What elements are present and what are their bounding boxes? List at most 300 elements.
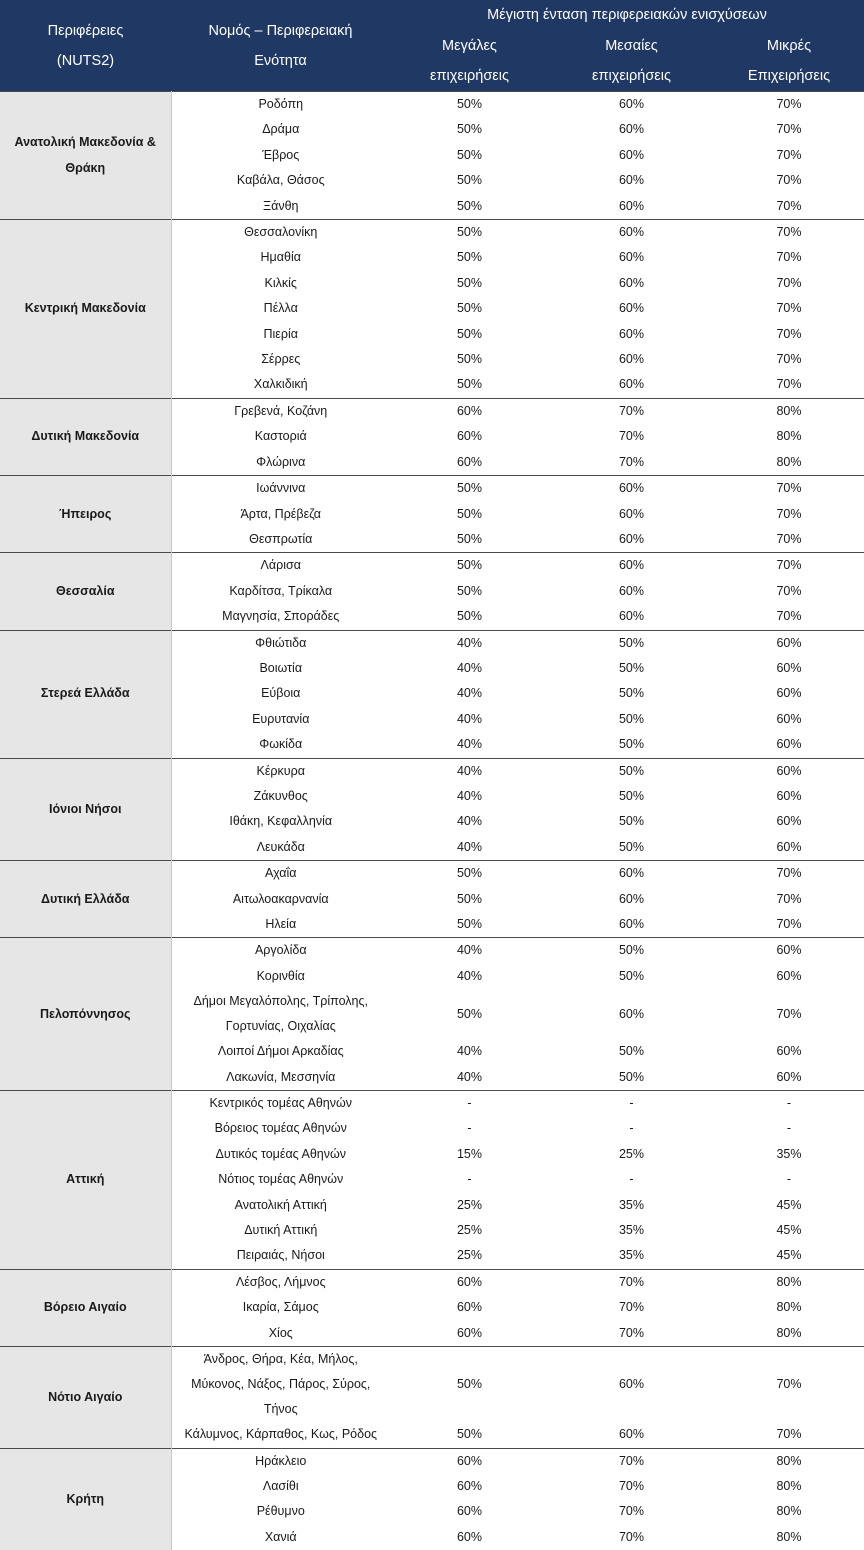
medium-intensity-cell: 50%	[549, 758, 714, 784]
table-body	[0, 92, 864, 1550]
unit-cell	[171, 964, 390, 989]
unit-name-line: Ιθάκη, Κεφαλληνία	[172, 809, 391, 834]
medium-intensity-cell: 70%	[549, 1448, 714, 1474]
large-intensity-cell: 15%	[390, 1142, 549, 1167]
small-intensity-cell: 60%	[714, 784, 864, 809]
unit-name-line: Αιτωλοακαρνανία	[172, 887, 391, 912]
medium-intensity-cell: 50%	[549, 784, 714, 809]
medium-intensity-cell: 60%	[549, 220, 714, 246]
small-intensity-cell: 80%	[714, 1269, 864, 1295]
small-intensity-cell: 80%	[714, 1321, 864, 1347]
region-cell	[0, 1091, 171, 1270]
unit-cell	[171, 912, 390, 938]
table-row	[0, 938, 864, 964]
medium-intensity-cell: 70%	[549, 398, 714, 424]
large-intensity-cell: 40%	[390, 758, 549, 784]
small-intensity-cell: 80%	[714, 398, 864, 424]
table-row	[0, 553, 864, 579]
unit-cell	[171, 1499, 390, 1524]
region-name-line: Δυτική Ελλάδα	[0, 887, 171, 912]
header-small-line1: Μικρές	[714, 30, 864, 61]
unit-name-line: Τήνος	[172, 1397, 391, 1422]
header-unit-line1: Νομός – Περιφερειακή	[171, 16, 390, 46]
large-intensity-cell: 50%	[390, 502, 549, 527]
large-intensity-cell: -	[390, 1116, 549, 1141]
small-intensity-cell: 60%	[714, 1039, 864, 1064]
unit-name-line: Ημαθία	[172, 245, 391, 270]
large-intensity-cell: 40%	[390, 964, 549, 989]
table-row	[0, 398, 864, 424]
region-cell	[0, 476, 171, 553]
medium-intensity-cell: 60%	[549, 553, 714, 579]
region-cell	[0, 938, 171, 1091]
header-region	[0, 0, 171, 92]
medium-intensity-cell: 50%	[549, 964, 714, 989]
unit-cell	[171, 758, 390, 784]
medium-intensity-cell: 35%	[549, 1218, 714, 1243]
table-row	[0, 1448, 864, 1474]
unit-name-line: Λέσβος, Λήμνος	[172, 1270, 391, 1295]
small-intensity-cell: 70%	[714, 861, 864, 887]
unit-cell	[171, 579, 390, 604]
large-intensity-cell: 50%	[390, 1422, 549, 1448]
small-intensity-cell: -	[714, 1167, 864, 1192]
medium-intensity-cell: 50%	[549, 938, 714, 964]
unit-name-line: Ρέθυμνο	[172, 1499, 391, 1524]
unit-cell	[171, 1039, 390, 1064]
unit-cell	[171, 809, 390, 834]
unit-name-line: Γορτυνίας, Οιχαλίας	[172, 1014, 391, 1039]
unit-cell	[171, 1091, 390, 1117]
small-intensity-cell: 80%	[714, 1295, 864, 1320]
small-intensity-cell: 60%	[714, 732, 864, 758]
small-intensity-cell: 70%	[714, 347, 864, 372]
unit-name-line: Σέρρες	[172, 347, 391, 372]
header-region-line1: Περιφέρειες	[0, 16, 171, 46]
small-intensity-cell: 70%	[714, 92, 864, 118]
unit-name-line: Εύβοια	[172, 681, 391, 706]
unit-name-line: Βόρειος τομέας Αθηνών	[172, 1116, 391, 1141]
unit-name-line: Δήμοι Μεγαλόπολης, Τρίπολης,	[172, 989, 391, 1014]
small-intensity-cell: 80%	[714, 424, 864, 449]
large-intensity-cell: 60%	[390, 1321, 549, 1347]
large-intensity-cell: 50%	[390, 887, 549, 912]
region-cell	[0, 861, 171, 938]
unit-name-line: Λασίθι	[172, 1474, 391, 1499]
unit-cell	[171, 527, 390, 553]
unit-name-line: Λακωνία, Μεσσηνία	[172, 1065, 391, 1090]
medium-intensity-cell: 70%	[549, 1474, 714, 1499]
small-intensity-cell: 70%	[714, 194, 864, 220]
region-cell	[0, 1448, 171, 1550]
small-intensity-cell: 70%	[714, 117, 864, 142]
small-intensity-cell: 60%	[714, 758, 864, 784]
unit-name-line: Ικαρία, Σάμος	[172, 1295, 391, 1320]
unit-cell	[171, 1142, 390, 1167]
large-intensity-cell: 50%	[390, 117, 549, 142]
header-medium-line2: επιχειρήσεις	[549, 61, 714, 92]
medium-intensity-cell: 60%	[549, 347, 714, 372]
unit-cell	[171, 1295, 390, 1320]
region-name-line: Ανατολική Μακεδονία &	[0, 130, 171, 155]
medium-intensity-cell: 70%	[549, 424, 714, 449]
small-intensity-cell: 80%	[714, 1525, 864, 1550]
unit-cell	[171, 347, 390, 372]
unit-name-line: Λευκάδα	[172, 835, 391, 860]
large-intensity-cell: 60%	[390, 1474, 549, 1499]
medium-intensity-cell: 70%	[549, 1295, 714, 1320]
header-unit	[171, 0, 390, 92]
region-name-line: Βόρειο Αιγαίο	[0, 1295, 171, 1320]
medium-intensity-cell: 60%	[549, 372, 714, 398]
large-intensity-cell: 50%	[390, 296, 549, 321]
large-intensity-cell: 40%	[390, 1039, 549, 1064]
region-cell	[0, 92, 171, 220]
small-intensity-cell: 70%	[714, 372, 864, 398]
unit-name-line: Ηράκλειο	[172, 1449, 391, 1474]
large-intensity-cell: 50%	[390, 553, 549, 579]
unit-cell	[171, 1448, 390, 1474]
unit-cell	[171, 1193, 390, 1218]
unit-cell	[171, 1422, 390, 1448]
unit-name-line: Χίος	[172, 1321, 391, 1346]
large-intensity-cell: 50%	[390, 168, 549, 193]
medium-intensity-cell: 50%	[549, 732, 714, 758]
large-intensity-cell: 50%	[390, 989, 549, 1039]
unit-cell	[171, 835, 390, 861]
unit-cell	[171, 1218, 390, 1243]
unit-name-line: Γρεβενά, Κοζάνη	[172, 399, 391, 424]
unit-cell	[171, 1243, 390, 1269]
region-cell	[0, 1347, 171, 1448]
header-large-line1: Μεγάλες	[390, 30, 549, 61]
medium-intensity-cell: 60%	[549, 194, 714, 220]
unit-name-line: Ιωάννινα	[172, 476, 391, 501]
unit-cell	[171, 245, 390, 270]
medium-intensity-cell: -	[549, 1116, 714, 1141]
unit-name-line: Βοιωτία	[172, 656, 391, 681]
unit-cell	[171, 92, 390, 118]
medium-intensity-cell: 60%	[549, 271, 714, 296]
medium-intensity-cell: -	[549, 1167, 714, 1192]
medium-intensity-cell: 50%	[549, 681, 714, 706]
unit-name-line: Χαλκιδική	[172, 372, 391, 397]
region-name-line: Θράκη	[0, 156, 171, 181]
unit-name-line: Θεσσαλονίκη	[172, 220, 391, 245]
small-intensity-cell: 60%	[714, 656, 864, 681]
unit-name-line: Αργολίδα	[172, 938, 391, 963]
large-intensity-cell: 40%	[390, 707, 549, 732]
unit-name-line: Ζάκυνθος	[172, 784, 391, 809]
unit-cell	[171, 887, 390, 912]
large-intensity-cell: 50%	[390, 476, 549, 502]
unit-cell	[171, 938, 390, 964]
small-intensity-cell: 45%	[714, 1193, 864, 1218]
medium-intensity-cell: 25%	[549, 1142, 714, 1167]
medium-intensity-cell: 60%	[549, 502, 714, 527]
unit-cell	[171, 168, 390, 193]
unit-cell	[171, 1065, 390, 1091]
unit-name-line: Καβάλα, Θάσος	[172, 168, 391, 193]
small-intensity-cell: 70%	[714, 527, 864, 553]
large-intensity-cell: 50%	[390, 92, 549, 118]
small-intensity-cell: 60%	[714, 964, 864, 989]
small-intensity-cell: -	[714, 1116, 864, 1141]
unit-cell	[171, 398, 390, 424]
small-intensity-cell: 80%	[714, 1499, 864, 1524]
unit-cell	[171, 989, 390, 1039]
unit-cell	[171, 630, 390, 656]
large-intensity-cell: -	[390, 1167, 549, 1192]
unit-name-line: Δυτική Αττική	[172, 1218, 391, 1243]
medium-intensity-cell: 50%	[549, 656, 714, 681]
unit-cell	[171, 450, 390, 476]
medium-intensity-cell: 35%	[549, 1243, 714, 1269]
medium-intensity-cell: 50%	[549, 707, 714, 732]
small-intensity-cell: 60%	[714, 938, 864, 964]
large-intensity-cell: 60%	[390, 1269, 549, 1295]
unit-name-line: Μαγνησία, Σποράδες	[172, 604, 391, 629]
header-medium-line1: Μεσαίες	[549, 30, 714, 61]
unit-name-line: Κέρκυρα	[172, 759, 391, 784]
region-name-line: Αττική	[0, 1167, 171, 1192]
small-intensity-cell: 60%	[714, 630, 864, 656]
medium-intensity-cell: 60%	[549, 887, 714, 912]
unit-name-line: Ηλεία	[172, 912, 391, 937]
table-row	[0, 758, 864, 784]
small-intensity-cell: 70%	[714, 887, 864, 912]
medium-intensity-cell: 60%	[549, 143, 714, 168]
header-unit-line2: Ενότητα	[171, 46, 390, 76]
unit-cell	[171, 502, 390, 527]
medium-intensity-cell: 50%	[549, 1065, 714, 1091]
medium-intensity-cell: 60%	[549, 989, 714, 1039]
large-intensity-cell: 40%	[390, 784, 549, 809]
medium-intensity-cell: 70%	[549, 1321, 714, 1347]
medium-intensity-cell: 70%	[549, 1269, 714, 1295]
unit-name-line: Ευρυτανία	[172, 707, 391, 732]
unit-name-line: Θεσπρωτία	[172, 527, 391, 552]
unit-cell	[171, 1347, 390, 1423]
unit-cell	[171, 732, 390, 758]
unit-cell	[171, 1474, 390, 1499]
large-intensity-cell: 60%	[390, 1525, 549, 1550]
unit-name-line: Δυτικός τομέας Αθηνών	[172, 1142, 391, 1167]
unit-name-line: Δράμα	[172, 117, 391, 142]
small-intensity-cell: 70%	[714, 296, 864, 321]
medium-intensity-cell: 60%	[549, 168, 714, 193]
unit-name-line: Άρτα, Πρέβεζα	[172, 502, 391, 527]
small-intensity-cell: 35%	[714, 1142, 864, 1167]
large-intensity-cell: 40%	[390, 681, 549, 706]
unit-cell	[171, 681, 390, 706]
large-intensity-cell: 50%	[390, 604, 549, 630]
region-name-line: Πελοπόννησος	[0, 1002, 171, 1027]
small-intensity-cell: 80%	[714, 1448, 864, 1474]
table-row	[0, 1091, 864, 1117]
unit-cell	[171, 1116, 390, 1141]
unit-name-line: Λοιποί Δήμοι Αρκαδίας	[172, 1039, 391, 1064]
small-intensity-cell: 70%	[714, 1347, 864, 1423]
table-header	[0, 0, 864, 92]
medium-intensity-cell: 60%	[549, 92, 714, 118]
region-cell	[0, 220, 171, 399]
medium-intensity-cell: 60%	[549, 322, 714, 347]
small-intensity-cell: 70%	[714, 1422, 864, 1448]
table-row	[0, 1347, 864, 1423]
unit-cell	[171, 1167, 390, 1192]
medium-intensity-cell: 70%	[549, 450, 714, 476]
unit-cell	[171, 553, 390, 579]
medium-intensity-cell: 60%	[549, 912, 714, 938]
header-small-line2: Επιχειρήσεις	[714, 61, 864, 92]
large-intensity-cell: 50%	[390, 527, 549, 553]
unit-cell	[171, 322, 390, 347]
table-row	[0, 1269, 864, 1295]
medium-intensity-cell: 50%	[549, 630, 714, 656]
large-intensity-cell: 50%	[390, 271, 549, 296]
small-intensity-cell: 70%	[714, 220, 864, 246]
small-intensity-cell: 70%	[714, 143, 864, 168]
unit-name-line: Καρδίτσα, Τρίκαλα	[172, 579, 391, 604]
header-group-title: Μέγιστη ένταση περιφερειακών ενισχύσεων	[390, 0, 864, 30]
large-intensity-cell: 25%	[390, 1218, 549, 1243]
region-cell	[0, 553, 171, 630]
medium-intensity-cell: 70%	[549, 1525, 714, 1550]
large-intensity-cell: 50%	[390, 1347, 549, 1423]
large-intensity-cell: 40%	[390, 809, 549, 834]
unit-name-line: Κάλυμνος, Κάρπαθος, Κως, Ρόδος	[172, 1422, 391, 1447]
large-intensity-cell: -	[390, 1091, 549, 1117]
region-cell	[0, 398, 171, 475]
medium-intensity-cell: 60%	[549, 861, 714, 887]
table-row	[0, 476, 864, 502]
medium-intensity-cell: 60%	[549, 579, 714, 604]
unit-cell	[171, 271, 390, 296]
unit-name-line: Πειραιάς, Νήσοι	[172, 1243, 391, 1268]
small-intensity-cell: 70%	[714, 579, 864, 604]
table-row	[0, 861, 864, 887]
small-intensity-cell: 60%	[714, 809, 864, 834]
unit-cell	[171, 604, 390, 630]
region-cell	[0, 630, 171, 758]
medium-intensity-cell: 50%	[549, 1039, 714, 1064]
large-intensity-cell: 40%	[390, 656, 549, 681]
small-intensity-cell: 70%	[714, 168, 864, 193]
small-intensity-cell: 60%	[714, 835, 864, 861]
unit-cell	[171, 861, 390, 887]
unit-cell	[171, 117, 390, 142]
large-intensity-cell: 40%	[390, 630, 549, 656]
header-region-line2: (NUTS2)	[0, 46, 171, 76]
unit-cell	[171, 296, 390, 321]
medium-intensity-cell: 50%	[549, 835, 714, 861]
large-intensity-cell: 50%	[390, 579, 549, 604]
small-intensity-cell: 70%	[714, 322, 864, 347]
unit-cell	[171, 784, 390, 809]
region-name-line: Στερεά Ελλάδα	[0, 681, 171, 706]
unit-name-line: Νότιος τομέας Αθηνών	[172, 1167, 391, 1192]
table-row	[0, 220, 864, 246]
small-intensity-cell: 45%	[714, 1218, 864, 1243]
small-intensity-cell: 70%	[714, 604, 864, 630]
medium-intensity-cell: 60%	[549, 1347, 714, 1423]
large-intensity-cell: 60%	[390, 1448, 549, 1474]
medium-intensity-cell: -	[549, 1091, 714, 1117]
large-intensity-cell: 40%	[390, 938, 549, 964]
large-intensity-cell: 60%	[390, 398, 549, 424]
medium-intensity-cell: 70%	[549, 1499, 714, 1524]
large-intensity-cell: 60%	[390, 1295, 549, 1320]
small-intensity-cell: 70%	[714, 912, 864, 938]
unit-cell	[171, 424, 390, 449]
region-name-line: Ήπειρος	[0, 502, 171, 527]
large-intensity-cell: 50%	[390, 194, 549, 220]
unit-cell	[171, 707, 390, 732]
small-intensity-cell: 60%	[714, 1065, 864, 1091]
small-intensity-cell: 60%	[714, 707, 864, 732]
unit-cell	[171, 220, 390, 246]
medium-intensity-cell: 60%	[549, 117, 714, 142]
large-intensity-cell: 60%	[390, 450, 549, 476]
unit-name-line: Καστοριά	[172, 424, 391, 449]
large-intensity-cell: 50%	[390, 372, 549, 398]
small-intensity-cell: 80%	[714, 1474, 864, 1499]
unit-cell	[171, 143, 390, 168]
unit-cell	[171, 1269, 390, 1295]
large-intensity-cell: 50%	[390, 220, 549, 246]
large-intensity-cell: 50%	[390, 322, 549, 347]
unit-cell	[171, 476, 390, 502]
unit-name-line: Ανατολική Αττική	[172, 1193, 391, 1218]
unit-name-line: Ροδόπη	[172, 92, 391, 117]
large-intensity-cell: 60%	[390, 1499, 549, 1524]
medium-intensity-cell: 60%	[549, 245, 714, 270]
large-intensity-cell: 40%	[390, 1065, 549, 1091]
large-intensity-cell: 50%	[390, 245, 549, 270]
region-name-line: Ιόνιοι Νήσοι	[0, 797, 171, 822]
large-intensity-cell: 50%	[390, 143, 549, 168]
medium-intensity-cell: 60%	[549, 296, 714, 321]
unit-cell	[171, 1525, 390, 1550]
small-intensity-cell: 45%	[714, 1243, 864, 1269]
region-cell	[0, 1269, 171, 1346]
medium-intensity-cell: 60%	[549, 604, 714, 630]
unit-name-line: Κεντρικός τομέας Αθηνών	[172, 1091, 391, 1116]
small-intensity-cell: 70%	[714, 989, 864, 1039]
large-intensity-cell: 25%	[390, 1243, 549, 1269]
region-name-line: Κρήτη	[0, 1487, 171, 1512]
region-name-line: Θεσσαλία	[0, 579, 171, 604]
unit-name-line: Αχαΐα	[172, 861, 391, 886]
unit-name-line: Φωκίδα	[172, 732, 391, 757]
unit-name-line: Φλώρινα	[172, 450, 391, 475]
unit-name-line: Έβρος	[172, 143, 391, 168]
small-intensity-cell: 70%	[714, 476, 864, 502]
unit-name-line: Κιλκίς	[172, 271, 391, 296]
unit-name-line: Φθιώτιδα	[172, 631, 391, 656]
unit-name-line: Πέλλα	[172, 296, 391, 321]
medium-intensity-cell: 60%	[549, 1422, 714, 1448]
unit-name-line: Κορινθία	[172, 964, 391, 989]
table-row	[0, 630, 864, 656]
medium-intensity-cell: 50%	[549, 809, 714, 834]
unit-cell	[171, 1321, 390, 1347]
region-name-line: Κεντρική Μακεδονία	[0, 296, 171, 321]
small-intensity-cell: 70%	[714, 502, 864, 527]
unit-name-line: Χανιά	[172, 1525, 391, 1550]
unit-name-line: Πιερία	[172, 322, 391, 347]
